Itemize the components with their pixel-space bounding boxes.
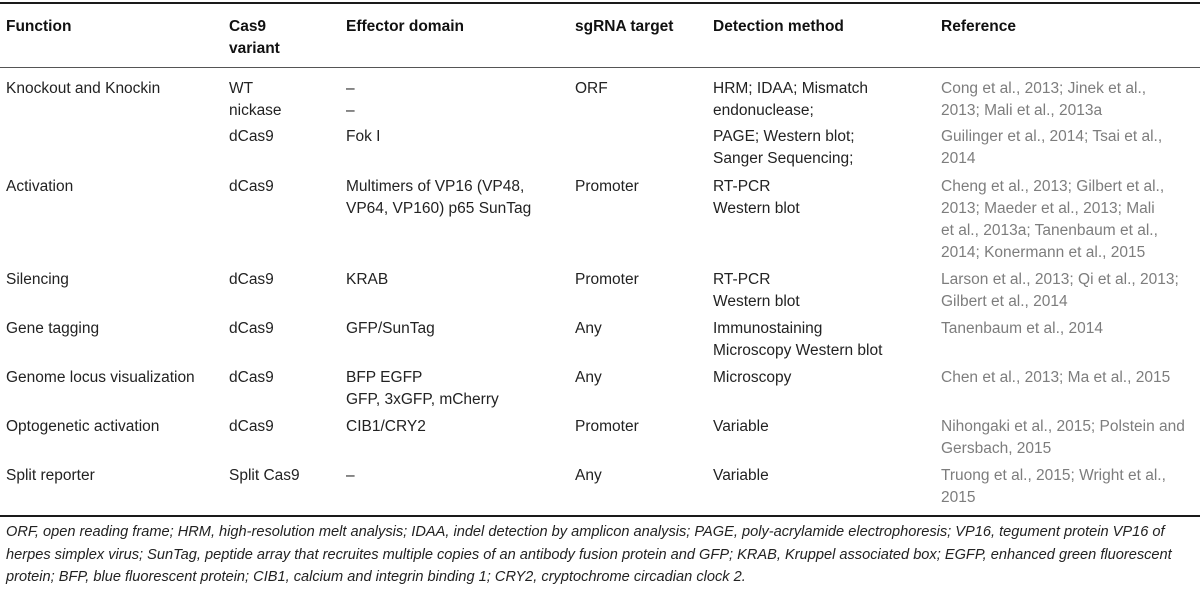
cell-function: Optogenetic activation bbox=[6, 418, 160, 435]
cell-target: Any bbox=[575, 320, 602, 337]
cell-target: Promoter bbox=[575, 418, 639, 435]
header-sgrna-target: sgRNA target bbox=[575, 18, 674, 35]
cell-variant: dCas9 bbox=[229, 128, 274, 145]
cell-reference: Tanenbaum et al., 2014 bbox=[941, 320, 1104, 337]
cell-target: Any bbox=[575, 369, 602, 386]
header-effector-domain: Effector domain bbox=[346, 18, 464, 35]
cell-reference: Truong et al., 2015; Wright et al., 2015 bbox=[941, 467, 1166, 506]
cell-detection: PAGE; Western blot; Sanger Sequencing; bbox=[713, 128, 855, 167]
header-reference: Reference bbox=[941, 18, 1016, 35]
cell-function: Gene tagging bbox=[6, 320, 100, 337]
cell-detection: Immunostaining Microscopy Western blot bbox=[713, 320, 883, 359]
cell-variant: WT nickase bbox=[229, 80, 282, 119]
cell-effector: – – bbox=[346, 80, 355, 119]
cell-variant: dCas9 bbox=[229, 418, 274, 435]
cell-detection: Microscopy bbox=[713, 369, 792, 386]
cell-effector: – bbox=[346, 467, 355, 484]
cell-reference: Larson et al., 2013; Qi et al., 2013; Gilbert et al., 2014 bbox=[941, 271, 1179, 310]
header-cas9-variant: Cas9 variant bbox=[229, 18, 280, 57]
cell-target: Promoter bbox=[575, 271, 639, 288]
table-bottom-rule bbox=[0, 515, 1200, 517]
cell-effector: CIB1/CRY2 bbox=[346, 418, 426, 435]
cell-function: Activation bbox=[6, 178, 74, 195]
cell-effector: Fok I bbox=[346, 128, 381, 145]
header-detection-method: Detection method bbox=[713, 18, 844, 35]
table-top-rule bbox=[0, 2, 1200, 4]
cell-reference: Nihongaki et al., 2015; Polstein and Gersbach, 2015 bbox=[941, 418, 1185, 457]
header-rule bbox=[0, 67, 1200, 68]
cell-variant: dCas9 bbox=[229, 271, 274, 288]
cell-variant: dCas9 bbox=[229, 178, 274, 195]
cell-effector: GFP/SunTag bbox=[346, 320, 435, 337]
cell-target: ORF bbox=[575, 80, 608, 97]
cell-variant: Split Cas9 bbox=[229, 467, 300, 484]
cell-function: Split reporter bbox=[6, 467, 95, 484]
cell-effector: Multimers of VP16 (VP48, VP64, VP160) p65 SunTag bbox=[346, 178, 532, 217]
cell-detection: Variable bbox=[713, 467, 769, 484]
cell-reference: Cong et al., 2013; Jinek et al., 2013; Mali et al., 2013a bbox=[941, 80, 1147, 119]
cell-reference: Chen et al., 2013; Ma et al., 2015 bbox=[941, 369, 1171, 386]
cell-reference: Cheng et al., 2013; Gilbert et al., 2013; Maeder et al., 2013; Mali et al., 2013a; Tanenbaum et al., 2014; Konermann et al., 2015 bbox=[941, 178, 1165, 261]
cell-variant: dCas9 bbox=[229, 369, 274, 386]
cell-detection: Variable bbox=[713, 418, 769, 435]
table-footnote: ORF, open reading frame; HRM, high-resolution melt analysis; IDAA, indel detection by amplicon analysis; PAGE, poly-acrylamide electrophoresis; VP16, tegument protein VP16 of herpes simplex virus; SunTag, peptide array that recruites multiple copies of an antibody fusion protein and GFP; KRAB, Kruppel associated box; EGFP, enhanced green fluorescent protein; BFP, blue fluorescent protein; CIB1, calcium and integrin binding 1; CRY2, cryptochrome circadian clock 2. bbox=[6, 524, 1172, 585]
cell-function: Genome locus visualization bbox=[6, 369, 195, 386]
cell-detection: RT-PCR Western blot bbox=[713, 271, 800, 310]
cell-target: Promoter bbox=[575, 178, 639, 195]
cell-variant: dCas9 bbox=[229, 320, 274, 337]
cell-detection: HRM; IDAA; Mismatch endonuclease; bbox=[713, 80, 869, 119]
cell-function: Knockout and Knockin bbox=[6, 80, 161, 97]
cell-reference: Guilinger et al., 2014; Tsai et al., 2014 bbox=[941, 128, 1163, 167]
header-function: Function bbox=[6, 18, 72, 35]
cell-function: Silencing bbox=[6, 271, 69, 288]
cell-detection: RT-PCR Western blot bbox=[713, 178, 800, 217]
cell-target: Any bbox=[575, 467, 602, 484]
cell-effector: KRAB bbox=[346, 271, 389, 288]
cell-effector: BFP EGFP GFP, 3xGFP, mCherry bbox=[346, 369, 499, 408]
